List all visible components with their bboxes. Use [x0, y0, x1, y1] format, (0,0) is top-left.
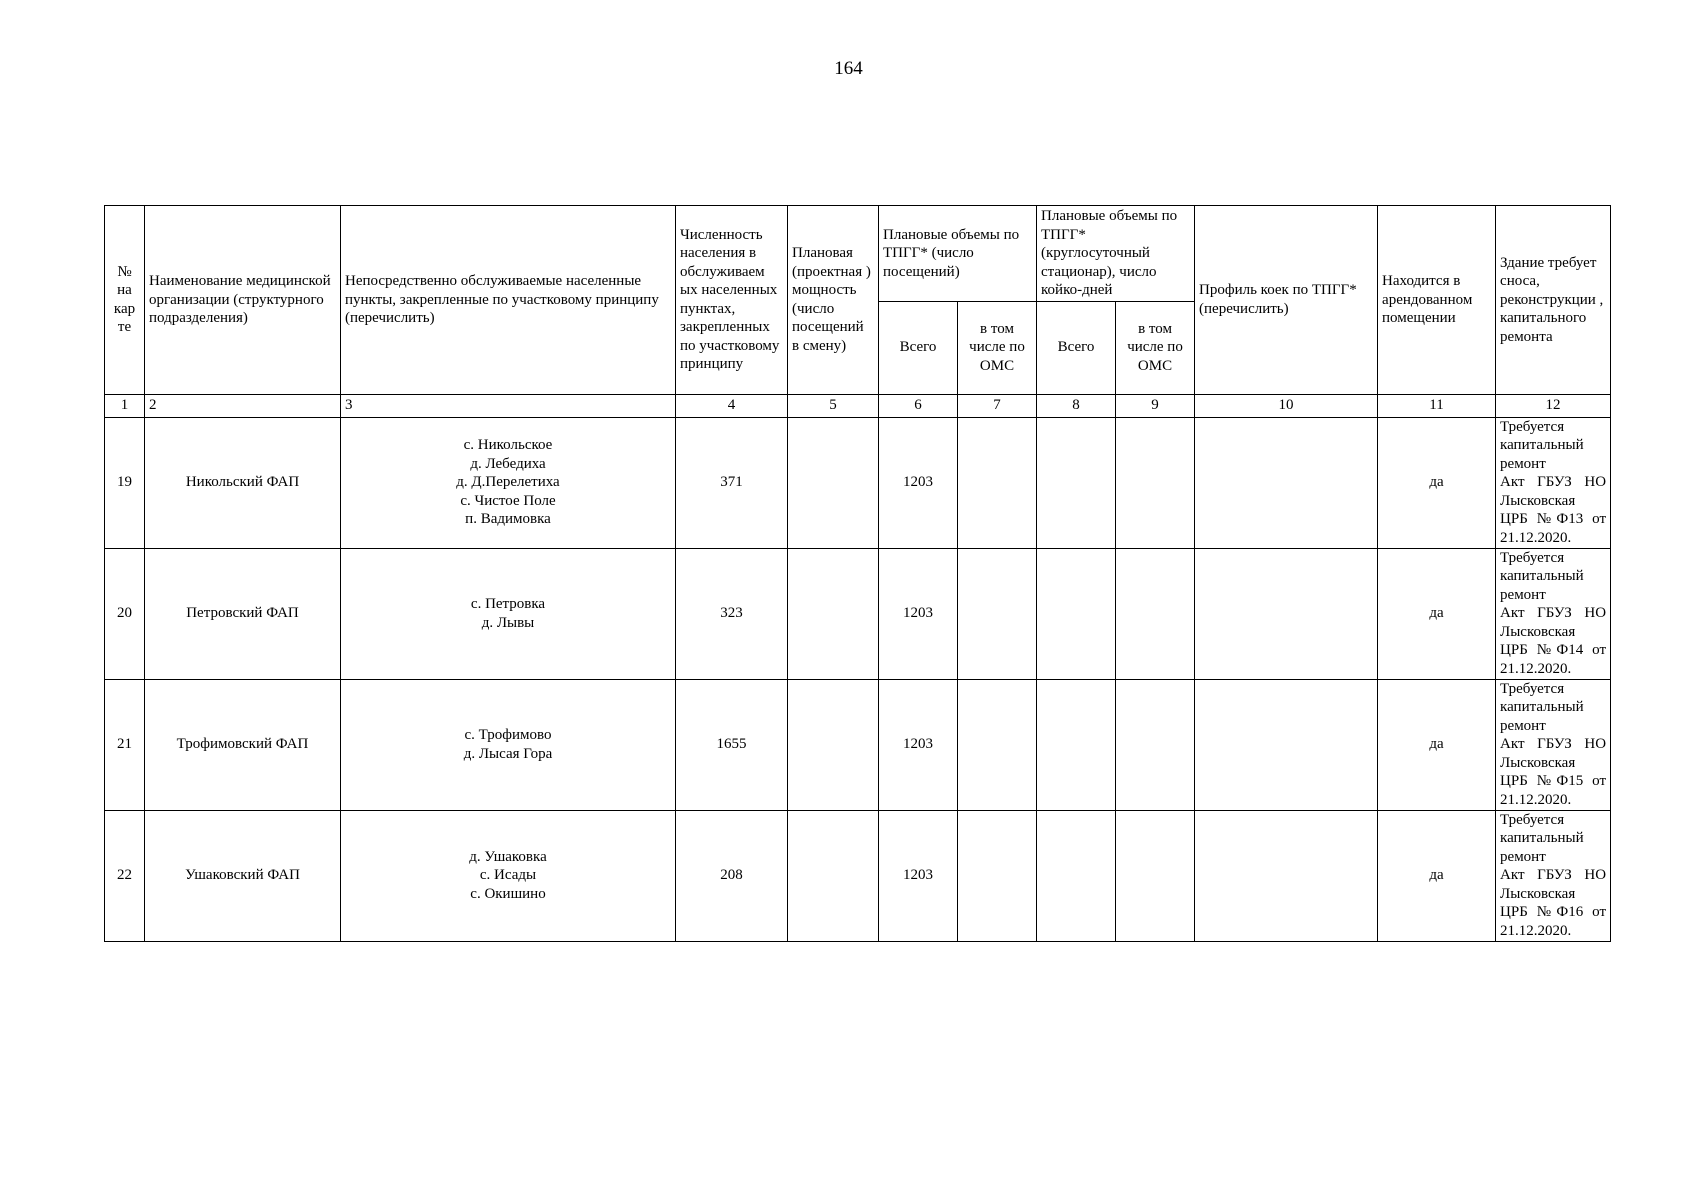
beds-oms-value	[1116, 548, 1195, 679]
note-line: 21.12.2020.	[1500, 529, 1572, 546]
settlement-item: д. Лысая Гора	[463, 745, 553, 762]
table-row	[105, 679, 1611, 810]
repair-note	[1496, 417, 1611, 548]
settlements-cell	[341, 548, 676, 679]
note-line: ЦРБ №Ф16 от	[1500, 904, 1607, 920]
organization-name: Петровский ФАП	[145, 548, 341, 679]
visits-total-value: 1203	[879, 548, 958, 679]
settlement-item: с. Никольское	[463, 437, 553, 454]
column-number: 3	[341, 394, 676, 417]
column-number: 7	[958, 394, 1037, 417]
note-line: ремонт	[1500, 848, 1546, 865]
beds-total-value	[1037, 810, 1116, 941]
header-bed-profile: Профиль коек по ТПГГ* (перечислить)	[1195, 206, 1378, 395]
settlements-cell	[341, 417, 676, 548]
subheader-beds-total: Всего	[1037, 301, 1116, 394]
note-line: капитальный	[1500, 830, 1584, 846]
note-line: Акт ГБУЗ НО	[1500, 474, 1607, 490]
note-line: ремонт	[1500, 455, 1546, 472]
note-line: 21.12.2020.	[1500, 922, 1572, 939]
column-number: 6	[879, 394, 958, 417]
subheader-beds-oms: в том числе по ОМС	[1116, 301, 1195, 394]
settlement-item: с. Исады	[479, 867, 537, 884]
column-number: 4	[676, 394, 788, 417]
visits-total-value: 1203	[879, 810, 958, 941]
column-number: 2	[145, 394, 341, 417]
header-settlements: Непосредственно обслуживаемые населенные пункты, закрепленные по участковому принципу (перечислить)	[341, 206, 676, 395]
visits-oms-value	[958, 679, 1037, 810]
note-line: Акт ГБУЗ НО	[1500, 736, 1607, 752]
facilities-table	[104, 205, 1611, 942]
bed-profile-value	[1195, 548, 1378, 679]
note-line: капитальный	[1500, 568, 1584, 584]
capacity-value	[788, 810, 879, 941]
column-number: 10	[1195, 394, 1378, 417]
note-line: ремонт	[1500, 717, 1546, 734]
repair-note	[1496, 679, 1611, 810]
settlements-cell	[341, 810, 676, 941]
rented-value: да	[1378, 810, 1496, 941]
beds-oms-value	[1116, 417, 1195, 548]
beds-oms-value	[1116, 679, 1195, 810]
settlements-cell	[341, 679, 676, 810]
organization-name: Никольский ФАП	[145, 417, 341, 548]
row-number: 21	[105, 679, 145, 810]
note-line: ЦРБ №Ф13 от	[1500, 511, 1607, 527]
population-value: 323	[676, 548, 788, 679]
row-number: 19	[105, 417, 145, 548]
header-rented: Находится в арендованном помещении	[1378, 206, 1496, 395]
visits-total-value: 1203	[879, 679, 958, 810]
note-line: Акт ГБУЗ НО	[1500, 867, 1607, 883]
settlement-item: д. Д.Перелетиха	[456, 474, 560, 491]
capacity-value	[788, 548, 879, 679]
note-line: Акт ГБУЗ НО	[1500, 605, 1607, 621]
note-line: капитальный	[1500, 437, 1584, 453]
column-number: 11	[1378, 394, 1496, 417]
population-value: 1655	[676, 679, 788, 810]
note-line: Требуется	[1500, 811, 1565, 828]
header-visits: Плановые объемы по ТПГГ* (число посещений)	[879, 206, 1037, 302]
note-line: Требуется	[1500, 680, 1565, 697]
note-line: ремонт	[1500, 586, 1546, 603]
column-number-row	[105, 394, 1611, 417]
beds-total-value	[1037, 548, 1116, 679]
table-row	[105, 417, 1611, 548]
settlement-item: д. Лебедиха	[470, 455, 546, 472]
column-number: 1	[105, 394, 145, 417]
visits-oms-value	[958, 810, 1037, 941]
header-organization: Наименование медицинской организации (структурного подразделения)	[145, 206, 341, 395]
visits-oms-value	[958, 548, 1037, 679]
note-line: капитальный	[1500, 699, 1584, 715]
table-row	[105, 548, 1611, 679]
note-line: 21.12.2020.	[1500, 660, 1572, 677]
bed-profile-value	[1195, 679, 1378, 810]
beds-total-value	[1037, 679, 1116, 810]
header-number: № на кар те	[105, 206, 145, 395]
note-line: ЦРБ №Ф15 от	[1500, 773, 1607, 789]
table-row	[105, 810, 1611, 941]
header-capacity: Плановая (проектная ) мощность (число посещений в смену)	[788, 206, 879, 395]
population-value: 208	[676, 810, 788, 941]
bed-profile-value	[1195, 417, 1378, 548]
capacity-value	[788, 679, 879, 810]
beds-total-value	[1037, 417, 1116, 548]
header-repair: Здание требует сноса, реконструкции , капитального ремонта	[1496, 206, 1611, 395]
note-line: Лысковская	[1500, 885, 1576, 902]
row-number: 22	[105, 810, 145, 941]
settlement-item: с. Петровка	[470, 596, 546, 612]
repair-note	[1496, 548, 1611, 679]
column-number: 8	[1037, 394, 1116, 417]
column-number: 5	[788, 394, 879, 417]
header-beds: Плановые объемы по ТПГГ* (круглосуточный стационар), число койко-дней	[1037, 206, 1195, 302]
note-line: 21.12.2020.	[1500, 791, 1572, 808]
subheader-visits-oms: в том числе по ОМС	[958, 301, 1037, 394]
note-line: Лысковская	[1500, 492, 1576, 509]
organization-name: Трофимовский ФАП	[145, 679, 341, 810]
note-line: Требуется	[1500, 549, 1565, 566]
header-population: Численность населения в обслуживаем ых населенных пунктах, закрепленных по участковому принципу	[676, 206, 788, 395]
row-number: 20	[105, 548, 145, 679]
rented-value: да	[1378, 548, 1496, 679]
settlement-item: д. Ушаковка	[469, 848, 547, 865]
settlement-item: с. Трофимово	[464, 727, 552, 743]
beds-oms-value	[1116, 810, 1195, 941]
bed-profile-value	[1195, 810, 1378, 941]
page-number: 164	[834, 58, 863, 79]
note-line: ЦРБ №Ф14 от	[1500, 642, 1607, 658]
settlement-item: п. Вадимовка	[465, 511, 551, 528]
header-row	[105, 206, 1611, 302]
note-line: Лысковская	[1500, 623, 1576, 640]
organization-name: Ушаковский ФАП	[145, 810, 341, 941]
column-number: 12	[1496, 394, 1611, 417]
settlement-item: д. Лывы	[481, 614, 535, 631]
capacity-value	[788, 417, 879, 548]
repair-note	[1496, 810, 1611, 941]
column-number: 9	[1116, 394, 1195, 417]
visits-total-value: 1203	[879, 417, 958, 548]
population-value: 371	[676, 417, 788, 548]
subheader-visits-total: Всего	[879, 301, 958, 394]
visits-oms-value	[958, 417, 1037, 548]
note-line: Лысковская	[1500, 754, 1576, 771]
rented-value: да	[1378, 679, 1496, 810]
settlement-item: с. Окишино	[470, 885, 546, 902]
rented-value: да	[1378, 417, 1496, 548]
note-line: Требуется	[1500, 418, 1565, 435]
settlement-item: с. Чистое Поле	[460, 492, 556, 509]
